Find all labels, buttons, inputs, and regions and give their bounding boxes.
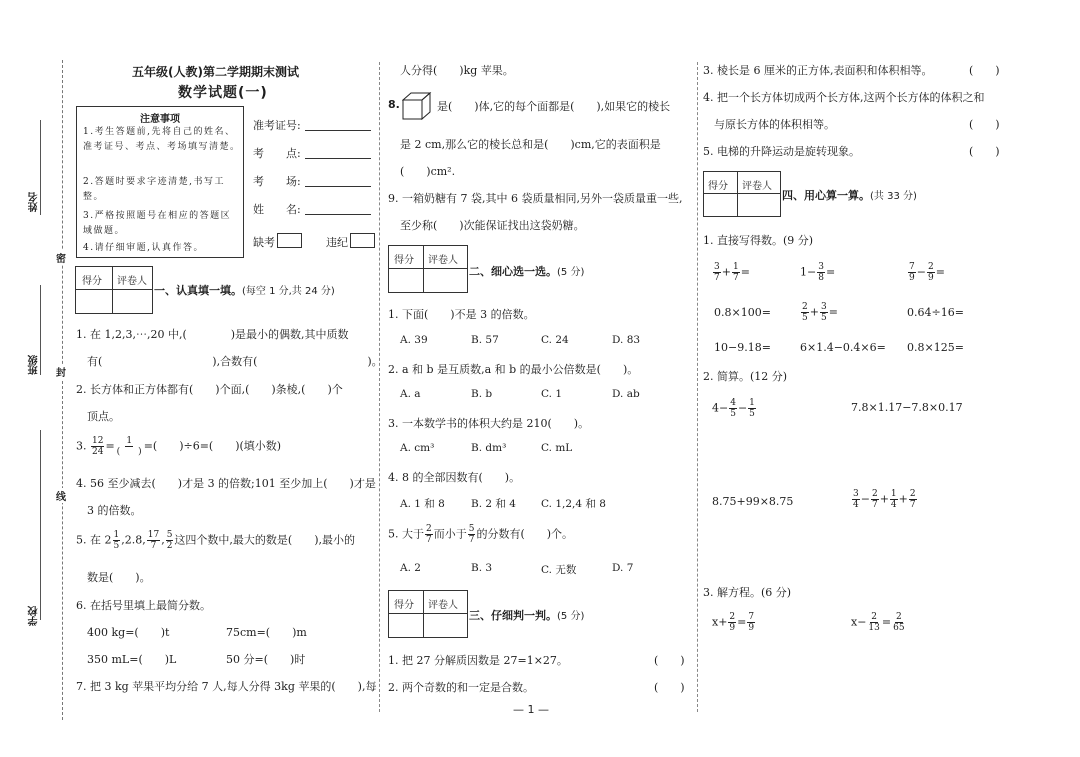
- exam-subtitle: 数学试题(一): [178, 85, 268, 101]
- simplify-1: 4− $\frac{4}{5}$ − $\frac{1}{5}$: [712, 398, 755, 419]
- notice-item-4: 4.请仔细审题,认真作答。: [83, 243, 204, 253]
- score-table-1: [75, 266, 153, 314]
- s2-q1-opt-b[interactable]: B. 57: [471, 334, 499, 346]
- school-label: 学校: [29, 606, 40, 626]
- s1-q8-number: 8.: [388, 98, 400, 111]
- s1-q3: 3. $\frac{12}{24}$ = $\frac{1}{( )}$ =( )÷6=( )(填小数): [76, 436, 282, 457]
- s4-q1: 1. 直接写得数。(9 分): [703, 234, 814, 247]
- column-divider-1: [379, 62, 380, 712]
- page-number: — 1 —: [513, 703, 549, 716]
- seal-char-feng: 封: [56, 364, 66, 379]
- s3-q5: 5. 电梯的升降运动是旋转现象。: [703, 145, 860, 158]
- name-field-label: 姓 名:: [253, 203, 301, 216]
- score-header: 得分: [708, 181, 728, 192]
- s2-q1: 1. 下面( )不是 3 的倍数。: [388, 308, 535, 321]
- s2-q5-opt-c[interactable]: C. 无数: [541, 564, 577, 576]
- s1-q8-line2: 是 2 cm,那么它的棱长总和是( )cm,它的表面积是: [400, 138, 661, 151]
- s3-q5-answer[interactable]: ( ): [969, 145, 1000, 158]
- section3-title: 三、仔细判一判。(5 分): [469, 609, 585, 622]
- s1-q8-line1: 是( )体,它的每个面都是( ),如果它的棱长: [437, 100, 671, 113]
- name-field[interactable]: [305, 214, 371, 215]
- s2-q4-opt-c[interactable]: C. 1,2,4 和 8: [541, 498, 606, 510]
- s1-q3-lead: 3.: [76, 439, 87, 453]
- s1-q4-line2: 3 的倍数。: [87, 504, 142, 517]
- s4-q3: 3. 解方程。(6 分): [703, 586, 792, 599]
- s1-q4-line1: 4. 56 至少减去( )才是 3 的倍数;101 至少加上( )才是: [76, 477, 376, 490]
- s1-q9-line1: 9. 一箱奶糖有 7 袋,其中 6 袋质量相同,另外一袋质量重一些,: [388, 192, 683, 205]
- score-header: 得分: [394, 600, 414, 611]
- s2-q5-opt-a[interactable]: A. 2: [400, 562, 421, 574]
- score-header: 得分: [394, 255, 414, 266]
- s2-q1-opt-c[interactable]: C. 24: [541, 334, 569, 346]
- room-field[interactable]: [305, 186, 371, 187]
- class-label: 班级: [29, 355, 40, 375]
- simplify-2: 7.8×1.17−7.8×0.17: [851, 401, 963, 414]
- s2-q4: 4. 8 的全部因数有( )。: [388, 471, 521, 484]
- site-field[interactable]: [305, 158, 371, 159]
- s2-q3-opt-c[interactable]: C. mL: [541, 442, 573, 454]
- calc-2: 1− $\frac{3}{8}$ =: [800, 262, 836, 283]
- score-table-3: [388, 590, 468, 638]
- grader-header: 评卷人: [742, 181, 772, 192]
- calc-6: 0.64÷16=: [907, 306, 964, 319]
- s2-q1-opt-a[interactable]: A. 39: [400, 334, 428, 346]
- s2-q4-opt-b[interactable]: B. 2 和 4: [471, 498, 516, 510]
- s2-q1-opt-d[interactable]: D. 83: [612, 334, 641, 346]
- calc-8: 6×1.4−0.4×6=: [800, 341, 886, 354]
- grader-header: 评卷人: [428, 600, 458, 611]
- seal-line: [62, 60, 63, 720]
- exam-no-field[interactable]: [305, 130, 371, 131]
- s3-q4-line2: 与原长方体的体积相等。: [714, 118, 835, 131]
- notice-title: 注意事项: [140, 114, 180, 125]
- s2-q2: 2. a 和 b 是互质数,a 和 b 的最小公倍数是( )。: [388, 363, 639, 376]
- school-line: [40, 430, 41, 620]
- calc-1: $\frac{3}{7}$ + $\frac{1}{7}$ =: [714, 262, 750, 283]
- s1-q3-rest: =( )÷6=( )(填小数): [143, 439, 282, 453]
- score-header: 得分: [82, 276, 102, 287]
- s1-q9-line2: 至少称( )次能保证找出这袋奶糖。: [400, 219, 585, 232]
- s2-q4-opt-a[interactable]: A. 1 和 8: [400, 498, 445, 510]
- grader-header: 评卷人: [117, 276, 147, 287]
- equation-2: x− $\frac{2}{13}$ = $\frac{2}{65}$: [851, 612, 905, 633]
- name-label: 姓名: [29, 192, 40, 212]
- notice-item-3: 3.严格按照题号在相应的答题区域做题。: [83, 211, 232, 236]
- s3-q3: 3. 棱长是 6 厘米的正方体,表面积和体积相等。: [703, 64, 933, 77]
- s1-q2-line2: 顶点。: [87, 410, 120, 423]
- s3-q4-line1: 4. 把一个长方体切成两个长方体,这两个长方体的体积之和: [703, 91, 985, 104]
- s1-q6-item1: 400 kg=( )t: [87, 626, 170, 639]
- s3-q2: 2. 两个奇数的和一定是合数。: [388, 681, 534, 694]
- s1-q5-line1: 5. 在 2 $\frac{1}{5}$ ,2.8, $\frac{17}{7}$ , $\frac{5}{2}$ 这四个数中,最大的数是( ),最小的: [76, 530, 355, 551]
- absent-box[interactable]: [277, 233, 302, 248]
- exam-no-label: 准考证号:: [253, 119, 301, 132]
- s2-q2-opt-b[interactable]: B. b: [471, 388, 493, 400]
- s3-q1: 1. 把 27 分解质因数是 27=1×27。: [388, 654, 568, 667]
- s1-q2-line1: 2. 长方体和正方体都有( )个面,( )条棱,( )个: [76, 383, 343, 396]
- s1-q3-frac2: $\frac{1}{( )}$: [116, 436, 142, 457]
- s2-q3-opt-b[interactable]: B. dm³: [471, 442, 507, 454]
- s1-q6-item4: 50 分=( )时: [226, 653, 306, 666]
- section1-note: (每空 1 分,共 24 分): [242, 286, 335, 297]
- s2-q5-opt-b[interactable]: B. 3: [471, 562, 493, 574]
- notice-item-1: 1.考生答题前,先将自己的姓名、准考证号、考点、考场填写清楚。: [83, 127, 241, 152]
- room-label: 考 场:: [253, 175, 301, 188]
- seal-char-xian: 线: [56, 488, 66, 503]
- s1-q6-item2: 75cm=( )m: [226, 626, 307, 639]
- s3-q1-answer[interactable]: ( ): [654, 654, 685, 667]
- s1-q8-line3: ( )cm².: [400, 165, 456, 178]
- s2-q3-opt-a[interactable]: A. cm³: [400, 442, 435, 454]
- s1-q7-line1: 7. 把 3 kg 苹果平均分给 7 人,每人分得 3kg 苹果的( ),每: [76, 680, 377, 693]
- s3-q4-answer[interactable]: ( ): [969, 118, 1000, 131]
- calc-7: 10−9.18=: [714, 341, 771, 354]
- s1-q1-line2: 有( ),合数有( )。: [87, 355, 383, 368]
- section1-title-text: 一、认真填一填。: [154, 284, 242, 297]
- cube-icon: [402, 92, 432, 120]
- simplify-3: 8.75+99×8.75: [712, 495, 794, 508]
- notice-item-2: 2.答题时要求字迹清楚,书写工整。: [83, 177, 225, 202]
- column-divider-2: [697, 62, 698, 712]
- s2-q3: 3. 一本数学书的体积大约是 210( )。: [388, 417, 590, 430]
- s1-q6: 6. 在括号里填上最简分数。: [76, 599, 211, 612]
- s3-q2-answer[interactable]: ( ): [654, 681, 685, 694]
- notice-box: [76, 106, 244, 258]
- score-table-4: [703, 171, 781, 217]
- s1-q5-line2: 数是( )。: [87, 571, 151, 584]
- site-label: 考 点:: [253, 147, 301, 160]
- s1-q3-frac1: $\frac{12}{24}$: [92, 436, 104, 457]
- seal-char-mi: 密: [56, 250, 66, 265]
- absent-label: 缺考: [253, 236, 275, 249]
- equation-1: x+ $\frac{2}{9}$ = $\frac{7}{9}$: [712, 612, 755, 633]
- grader-header: 评卷人: [428, 255, 458, 266]
- s2-q2-opt-a[interactable]: A. a: [400, 388, 421, 400]
- s2-q5: 5. 大于 $\frac{2}{7}$ 而小于 $\frac{5}{7}$ 的分数有( )个。: [388, 524, 574, 545]
- s2-q5-opt-d[interactable]: D. 7: [612, 562, 634, 574]
- s2-q2-opt-d[interactable]: D. ab: [612, 388, 640, 400]
- s2-q2-opt-c[interactable]: C. 1: [541, 388, 563, 400]
- calc-4: 0.8×100=: [714, 306, 771, 319]
- calc-9: 0.8×125=: [907, 341, 964, 354]
- section4-title: 四、用心算一算。(共 33 分): [782, 189, 917, 202]
- s1-q7-line2: 人分得( )kg 苹果。: [400, 64, 514, 77]
- calc-3: $\frac{7}{9}$ − $\frac{2}{9}$ =: [909, 262, 945, 283]
- score-table-2: [388, 245, 468, 293]
- s1-q6-item3: 350 mL=( )L: [87, 653, 177, 666]
- simplify-4: $\frac{3}{4}$ − $\frac{2}{7}$ + $\frac{1}{4}$ + $\frac{2}{7}$: [853, 489, 916, 510]
- violation-box[interactable]: [350, 233, 375, 248]
- section2-title: 二、细心选一选。(5 分): [469, 265, 585, 278]
- calc-5: $\frac{2}{5}$ + $\frac{3}{5}$ =: [802, 302, 838, 323]
- s1-q5-lead: 5. 在 2: [76, 533, 112, 547]
- s4-q2: 2. 简算。(12 分): [703, 370, 788, 383]
- section1-title: [154, 282, 335, 298]
- exam-title: 五年级(人教)第二学期期末测试: [132, 65, 299, 79]
- s1-q1-line1: 1. 在 1,2,3,⋯,20 中,( )是最小的偶数,其中质数: [76, 328, 349, 341]
- s3-q3-answer[interactable]: ( ): [969, 64, 1000, 77]
- violation-label: 违纪: [326, 236, 348, 249]
